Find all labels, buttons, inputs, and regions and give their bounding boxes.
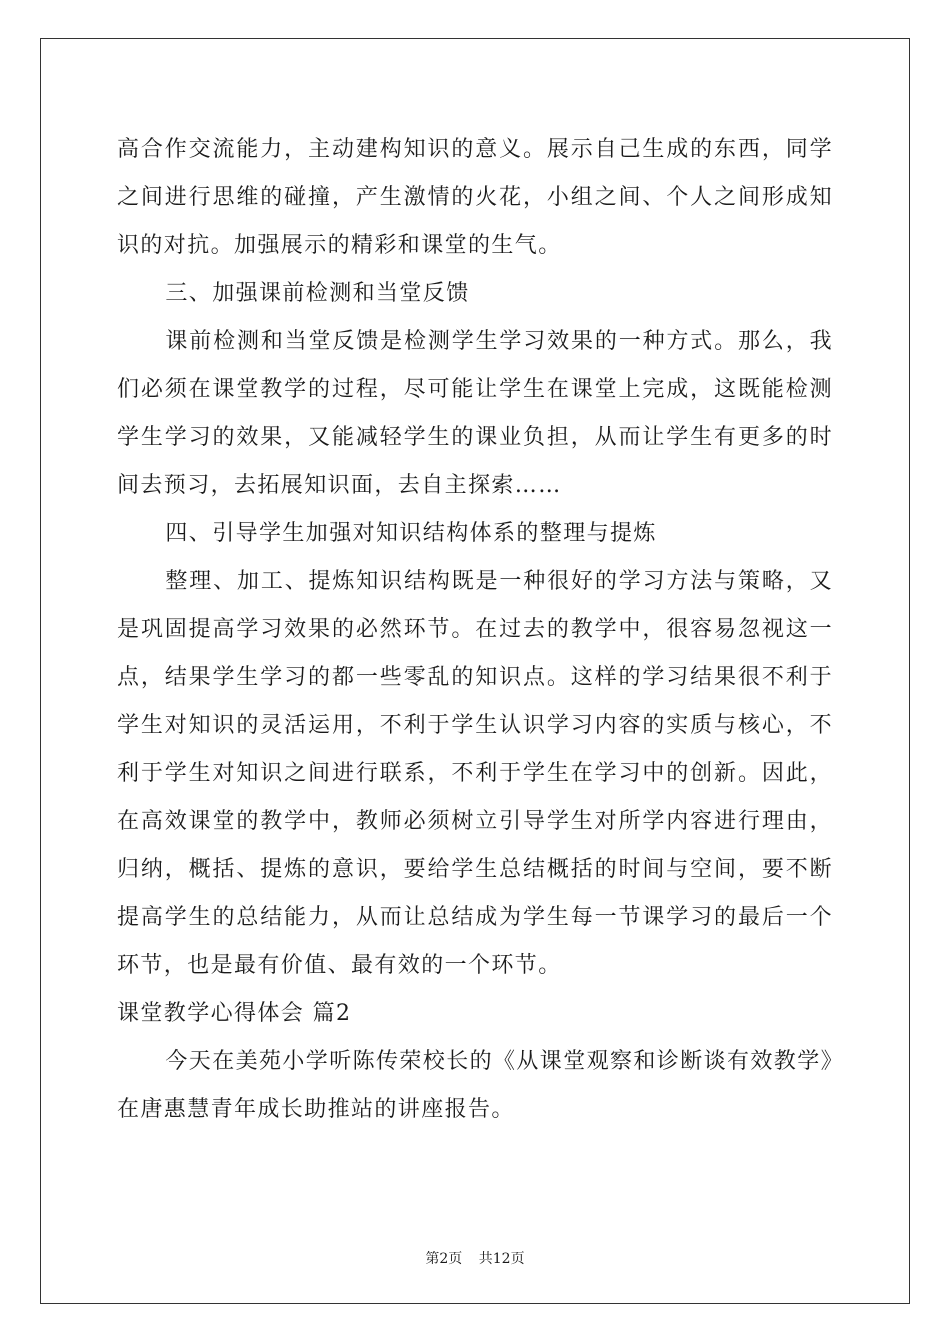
paragraph-section-3: 课前检测和当堂反馈是检测学生学习效果的一种方式。那么，我们必须在课堂教学的过程，尽可能让学生在课堂上完成，这既能检测学生学习的效果，又能减轻学生的课业负担，从而让学生有更多的时间去预习，去拓展知识面，去自主探索…… [117, 329, 833, 498]
page-footer [0, 1248, 950, 1268]
page-number: 第2页 [425, 1251, 463, 1267]
document-body [117, 126, 833, 1134]
paragraph-continued: 高合作交流能力，主动建构知识的意义。展示自己生成的东西，同学之间进行思维的碰撞，产生激情的火花，小组之间、个人之间形成知识的对抗。加强展示的精彩和课堂的生气。 [117, 137, 833, 258]
paragraph-article-2: 今天在美苑小学听陈传荣校长的《从课堂观察和诊断谈有效教学》在唐惠慧青年成长助推站的讲座报告。 [117, 1049, 833, 1122]
section-heading-4: 四、引导学生加强对知识结构体系的整理与提炼 [165, 521, 657, 546]
article-title: 课堂教学心得体会 篇2 [117, 1001, 352, 1026]
paragraph-section-4: 整理、加工、提炼知识结构既是一种很好的学习方法与策略，又是巩固提高学习效果的必然环节。在过去的教学中，很容易忽视这一点，结果学生学习的都一些零乱的知识点。这样的学习结果很不利于学生对知识的灵活运用，不利于学生认识学习内容的实质与核心，不利于学生对知识之间进行联系，不利于学生在学习中的创新。因此，在高效课堂的教学中，教师必须树立引导学生对所学内容进行理由，归纳，概括、提炼的意识，要给学生总结概括的时间与空间，要不断提高学生的总结能力，从而让总结成为学生每一节课学习的最后一个环节，也是最有价值、最有效的一个环节。 [117, 569, 833, 978]
page-total: 共12页 [478, 1251, 525, 1267]
section-heading-3: 三、加强课前检测和当堂反馈 [165, 281, 470, 306]
